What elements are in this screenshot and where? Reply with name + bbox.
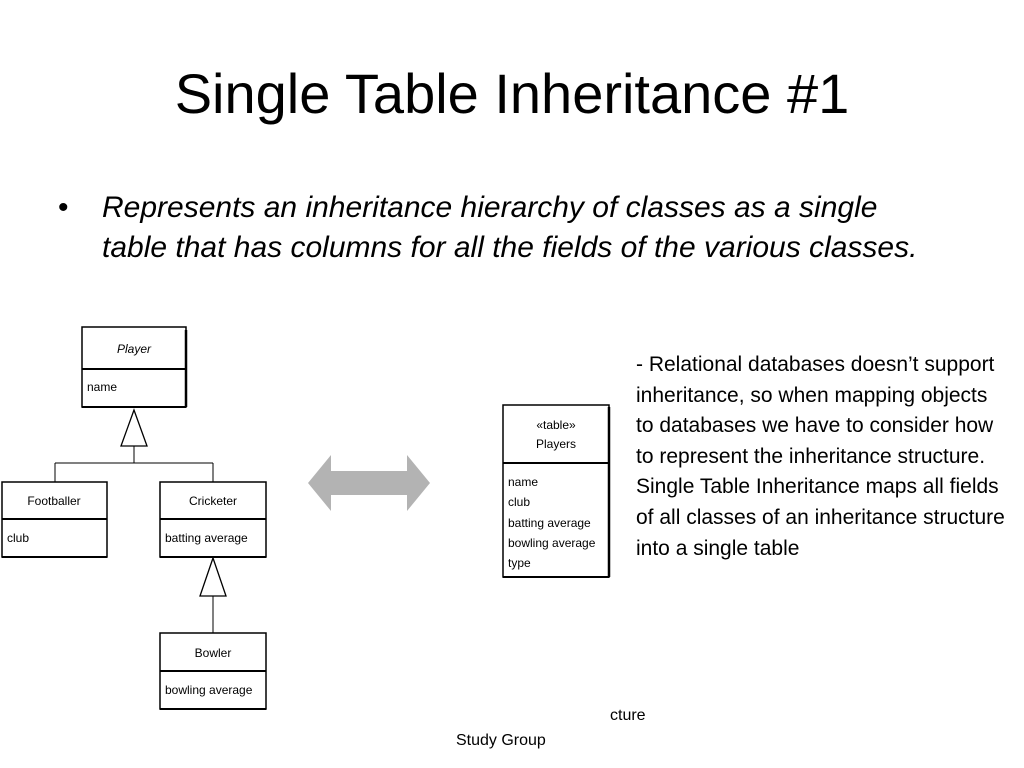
side-note: - Relational databases doesn’t support inheritance, so when mapping objects to databases we have to consider how to represent the inheritance structure. Single Table Inheritance maps all fields of all classes of an inheritance structure into a single table <box>636 353 1005 560</box>
class-cricketer <box>160 482 266 557</box>
class-name-cricketer: Cricketer <box>188 494 238 508</box>
class-name-bowler: Bowler <box>194 646 232 660</box>
table-name: Players <box>535 437 577 451</box>
class-name-footballer: Footballer <box>27 494 81 508</box>
table-column: batting average <box>508 516 591 530</box>
footer-fragment: cture <box>610 707 646 724</box>
double-arrow-icon <box>308 455 430 511</box>
footer-text: Study Group <box>456 732 546 749</box>
table-stereotype: «table» <box>536 418 576 432</box>
field-footballer-club: club <box>7 531 30 545</box>
table-players <box>503 405 609 577</box>
table-column: bowling average <box>508 536 596 550</box>
table-column: type <box>508 556 531 570</box>
inheritance-tree-player <box>55 410 213 482</box>
class-name-player: Player <box>116 342 152 356</box>
class-footballer <box>2 482 107 557</box>
slide-title: Single Table Inheritance #1 <box>174 62 850 125</box>
class-player <box>82 327 186 407</box>
class-bowler <box>160 633 266 709</box>
field-cricketer-batting-average: batting average <box>165 531 248 545</box>
bullet-text: Represents an inheritance hierarchy of classes as a single table that has columns for all the fields of the various classes. <box>102 191 918 264</box>
bullet-icon: • <box>58 191 69 224</box>
table-column: club <box>508 495 531 509</box>
inheritance-arrow-cricketer <box>200 558 226 633</box>
table-column: name <box>508 475 539 489</box>
field-player-name: name <box>87 380 118 394</box>
field-bowler-bowling-average: bowling average <box>165 683 253 697</box>
